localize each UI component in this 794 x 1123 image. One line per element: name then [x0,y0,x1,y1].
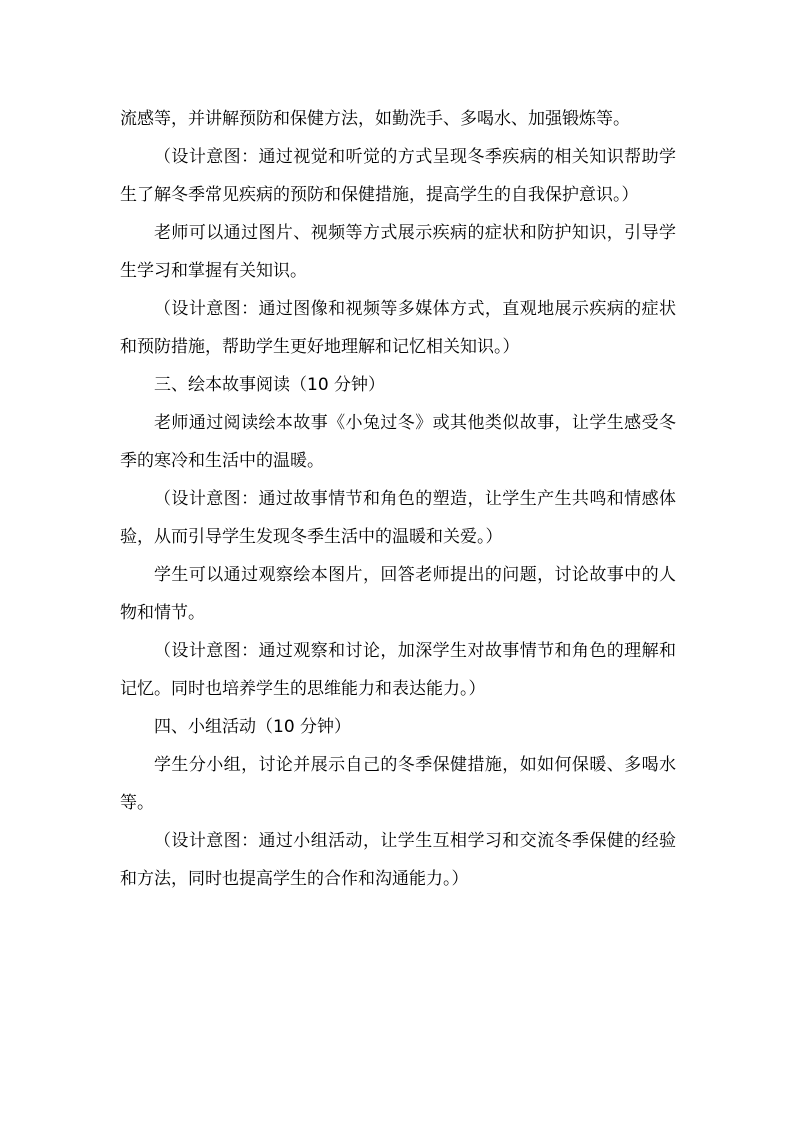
section-heading-group-activity: 四、小组活动（10 分钟） [154,717,352,737]
paragraph-teacher-display: 老师可以通过图片、视频等方式展示疾病的症状和防护知识，引导学生学习和掌握有关知识。 [120,223,676,281]
paragraph-design-intent-5: （设计意图：通过小组活动，让学生互相学习和交流冬季保健的经验和方法，同时也提高学生的合作和沟通能力。） [120,831,676,889]
paragraph-design-intent-2: （设计意图：通过图像和视频等多媒体方式，直观地展示疾病的症状和预防措施，帮助学生更好地理解和记忆相关知识。） [120,299,676,357]
paragraph-teacher-reading: 老师通过阅读绘本故事《小兔过冬》或其他类似故事，让学生感受冬季的寒冷和生活中的温暖。 [120,413,676,471]
document-body [120,100,676,898]
section-heading-picture-book: 三、绘本故事阅读（10 分钟） [154,375,386,395]
paragraph-continuation: 流感等，并讲解预防和保健方法，如勤洗手、多喝水、加强锻炼等。 [120,109,630,129]
paragraph-design-intent-3: （设计意图：通过故事情节和角色的塑造，让学生产生共鸣和情感体验，从而引导学生发现冬季生活中的温暖和关爱。） [120,489,676,547]
paragraph-student-observation: 学生可以通过观察绘本图片，回答老师提出的问题，讨论故事中的人物和情节。 [120,565,676,623]
paragraph-design-intent-4: （设计意图：通过观察和讨论，加深学生对故事情节和角色的理解和记忆。同时也培养学生的思维能力和表达能力。） [120,641,676,699]
paragraph-group-discussion: 学生分小组，讨论并展示自己的冬季保健措施，如如何保暖、多喝水等。 [120,755,676,813]
paragraph-design-intent-1: （设计意图：通过视觉和听觉的方式呈现冬季疾病的相关知识帮助学生了解冬季常见疾病的预防和保健措施，提高学生的自我保护意识。） [120,147,676,205]
